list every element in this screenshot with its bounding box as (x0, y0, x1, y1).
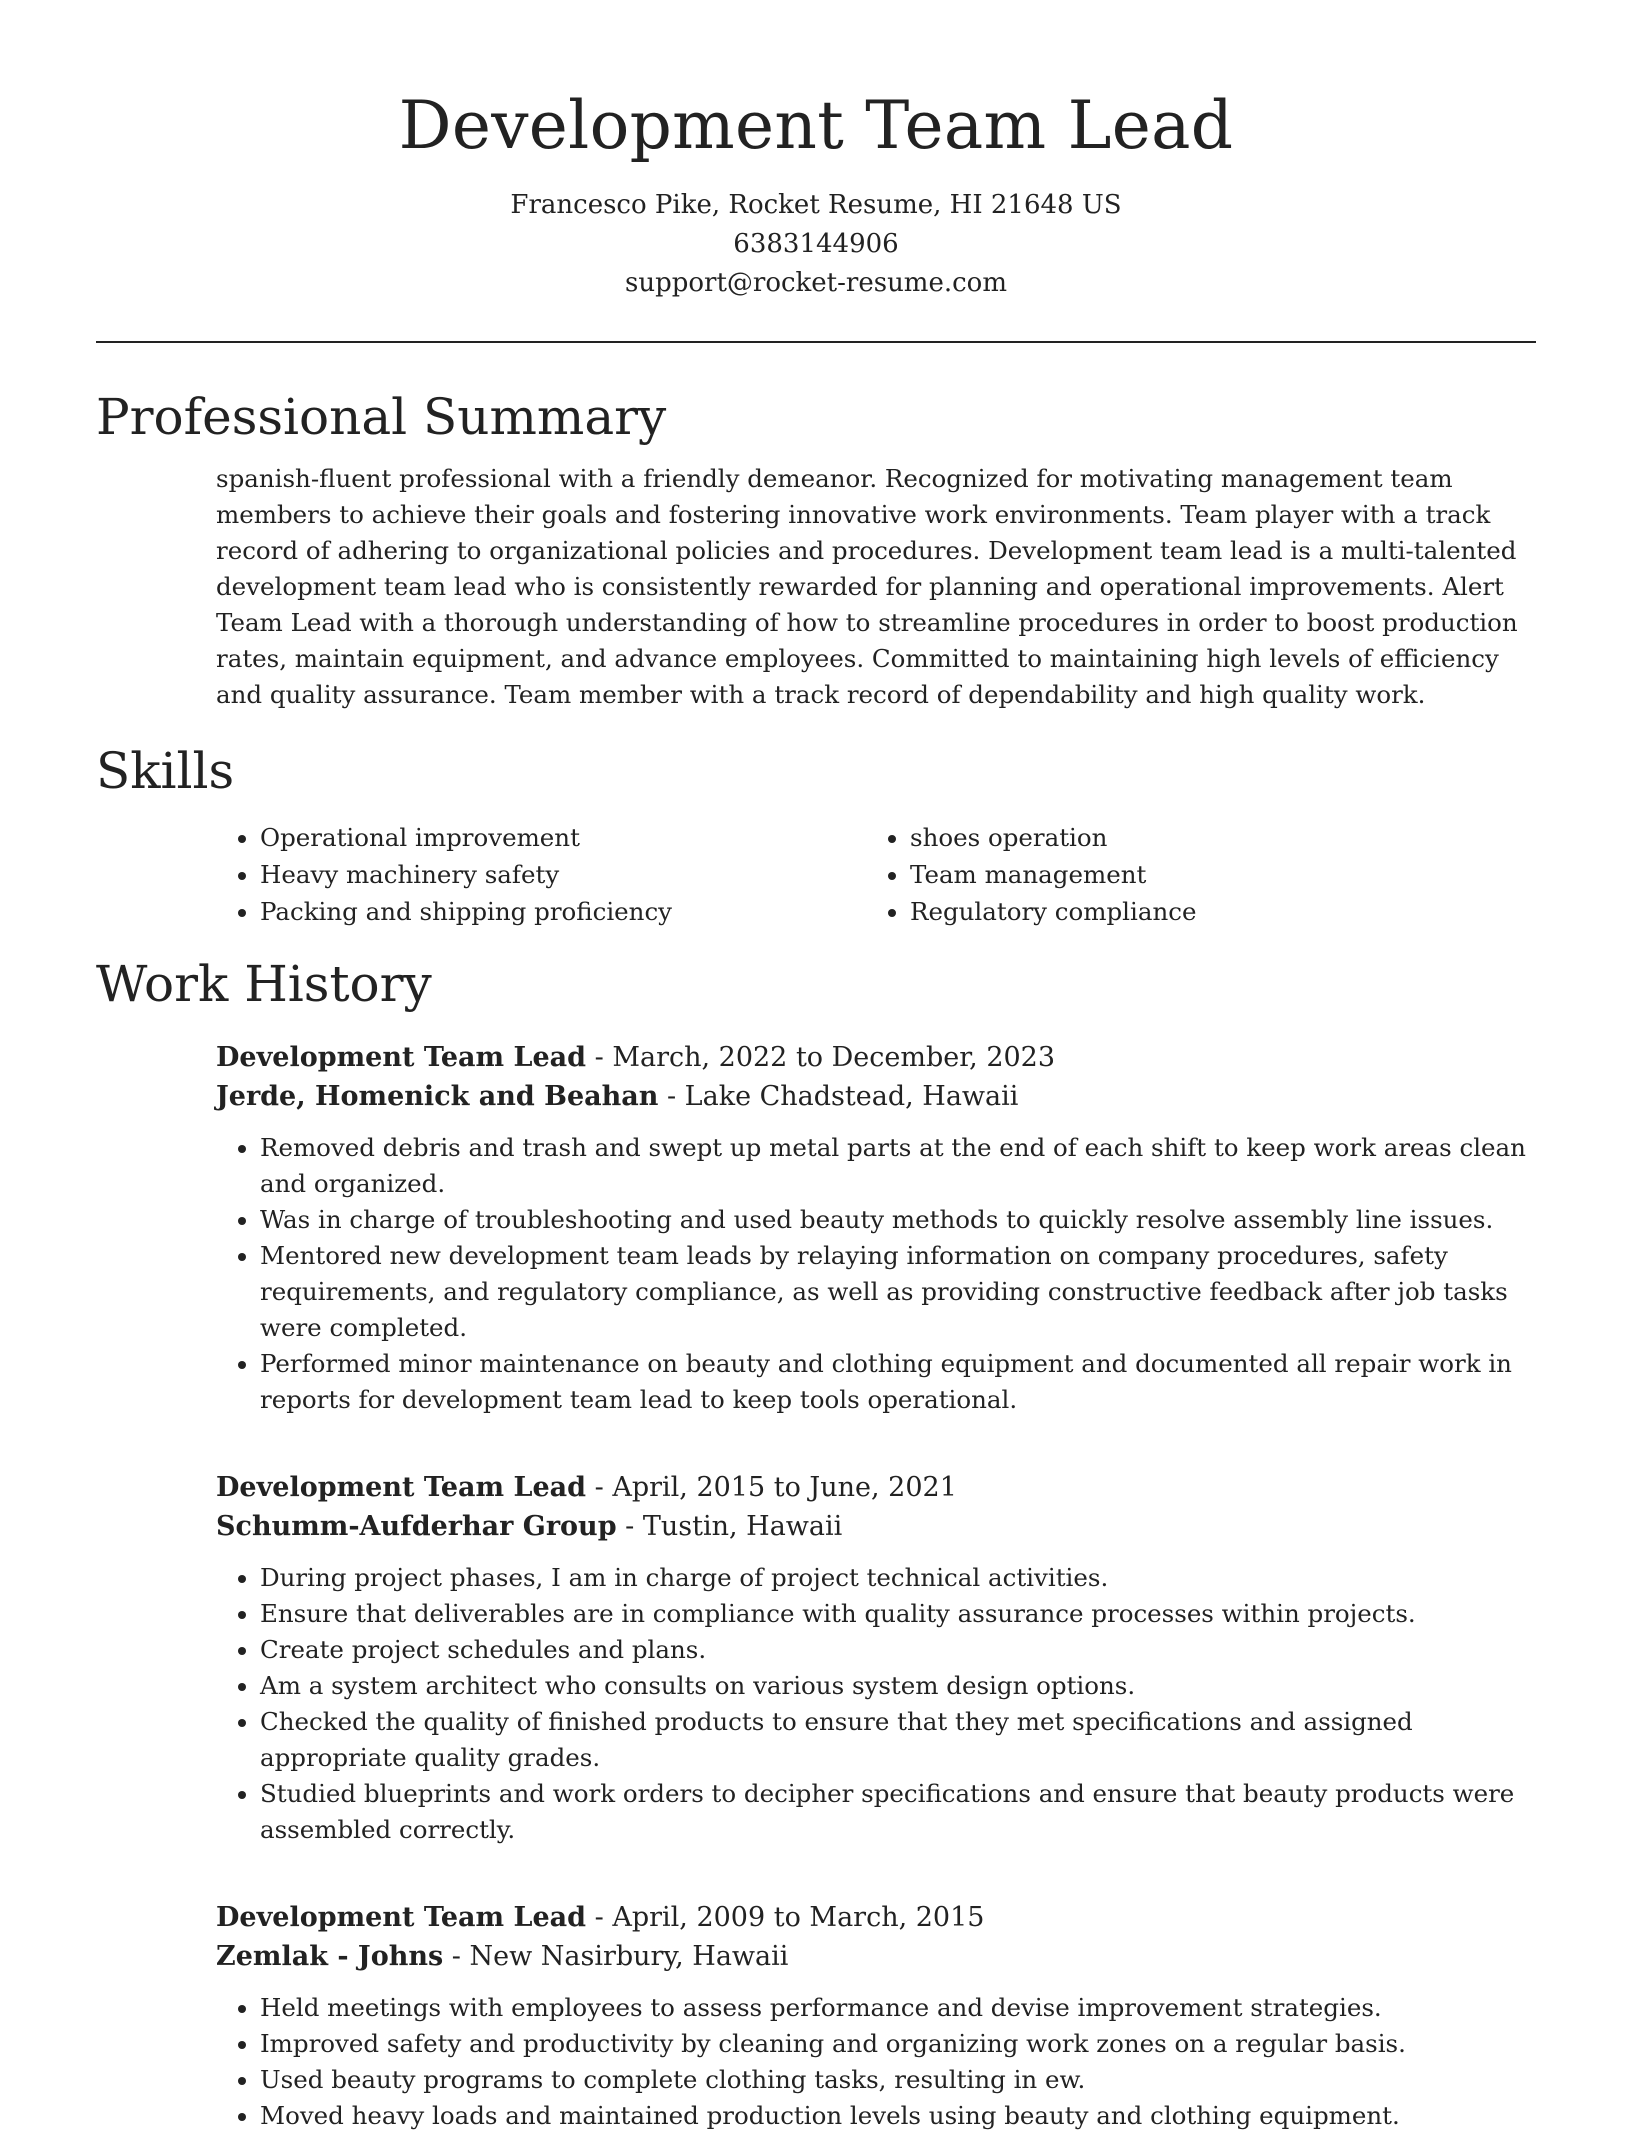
contact-info (96, 186, 1536, 303)
job-dates: - April, 2009 to March, 2015 (586, 1902, 985, 1933)
job-entry (216, 1468, 1536, 1848)
job-role: Development Team Lead (216, 1472, 587, 1503)
job-bullet: • During project phases, I am in charge of project technical activities. (260, 1560, 1536, 1596)
skills-heading: Skills (96, 742, 235, 800)
job-bullet: • Mentored new development team leads by relaying information on company procedures, safety requirements, and regulatory compliance, as well as providing constructive feedback after job tasks were completed. (260, 1238, 1536, 1346)
summary-text: spanish-fluent professional with a friendly demeanor. Recognized for motivating management team members to achieve their goals and fostering innovative work environments. Team player with a track record of adhering to organizational policies and procedures. Development team lead is a multi-talented development team lead who is consistently rewarded for planning and operational improvements. Alert Team Lead with a thorough understanding of how to streamline procedures in order to boost production rates, maintain equipment, and advance employees. Committed to maintaining high levels of efficiency and quality assurance. Team member with a track record of dependability and high quality work. (216, 464, 1518, 709)
job-bullets (216, 1130, 1536, 1418)
job-location: - Tustin, Hawaii (616, 1511, 843, 1542)
resume-page (96, 0, 1536, 2134)
contact-email: support@rocket-resume.com (624, 268, 1007, 298)
job-bullet: • Held meetings with employees to assess performance and devise improvement strategies. (260, 1990, 1536, 2026)
job-bullet: • Studied blueprints and work orders to decipher specifications and ensure that beauty products were assembled correctly. (260, 1776, 1536, 1848)
skill-item: • Regulatory compliance (910, 893, 1516, 930)
resume-title: Development Team Lead (398, 87, 1234, 164)
job-company: Zemlak - Johns (216, 1941, 444, 1972)
job-entry (216, 1898, 1536, 2134)
job-dates: - March, 2022 to December, 2023 (586, 1042, 1056, 1073)
job-company-line (216, 1077, 1536, 1116)
contact-phone: 6383144906 (733, 229, 899, 259)
job-bullet: • Am a system architect who consults on various system design options. (260, 1668, 1536, 1704)
job-title-line (216, 1038, 1536, 1077)
skills-column-right (866, 819, 1516, 930)
header-divider (96, 341, 1536, 343)
skill-item: • Packing and shipping proficiency (260, 893, 866, 930)
job-bullet: • Removed debris and trash and swept up metal parts at the end of each shift to keep work areas clean and organized. (260, 1130, 1536, 1202)
job-location: - New Nasirbury, Hawaii (443, 1941, 789, 1972)
contact-address: Francesco Pike, Rocket Resume, HI 21648 US (510, 190, 1122, 220)
job-bullet: • Used beauty programs to complete clothing tasks, resulting in ew. (260, 2062, 1536, 2098)
job-entry (216, 1038, 1536, 1418)
job-bullet: • Ensure that deliverables are in compliance with quality assurance processes within projects. (260, 1596, 1536, 1632)
job-dates: - April, 2015 to June, 2021 (586, 1472, 957, 1503)
job-location: - Lake Chadstead, Hawaii (658, 1081, 1019, 1112)
job-company-line (216, 1507, 1536, 1546)
skill-item: • shoes operation (910, 819, 1516, 856)
job-bullet: • Improved safety and productivity by cleaning and organizing work zones on a regular basis. (260, 2026, 1536, 2062)
job-title-line (216, 1468, 1536, 1507)
job-bullet: • Performed minor maintenance on beauty and clothing equipment and documented all repair work in reports for development team lead to keep tools operational. (260, 1346, 1536, 1418)
job-bullet: • Checked the quality of finished products to ensure that they met specifications and assigned appropriate quality grades. (260, 1704, 1536, 1776)
skill-item: • Operational improvement (260, 819, 866, 856)
skills-list (216, 819, 1536, 930)
work-history-heading: Work History (96, 955, 432, 1013)
resume-header (96, 0, 1536, 303)
job-bullet: • Was in charge of troubleshooting and used beauty methods to quickly resolve assembly line issues. (260, 1202, 1536, 1238)
job-bullet: • Create project schedules and plans. (260, 1632, 1536, 1668)
job-role: Development Team Lead (216, 1902, 587, 1933)
job-bullet: • Moved heavy loads and maintained production levels using beauty and clothing equipment. (260, 2098, 1536, 2134)
job-bullets (216, 1990, 1536, 2134)
skill-item: • Team management (910, 856, 1516, 893)
job-bullets (216, 1560, 1536, 1848)
skills-column-left (216, 819, 866, 930)
summary-heading: Professional Summary (96, 388, 667, 446)
job-company: Jerde, Homenick and Beahan (216, 1081, 659, 1112)
job-company-line (216, 1937, 1536, 1976)
job-role: Development Team Lead (216, 1042, 587, 1073)
skill-item: • Heavy machinery safety (260, 856, 866, 893)
job-company: Schumm-Aufderhar Group (216, 1511, 617, 1542)
job-title-line (216, 1898, 1536, 1937)
